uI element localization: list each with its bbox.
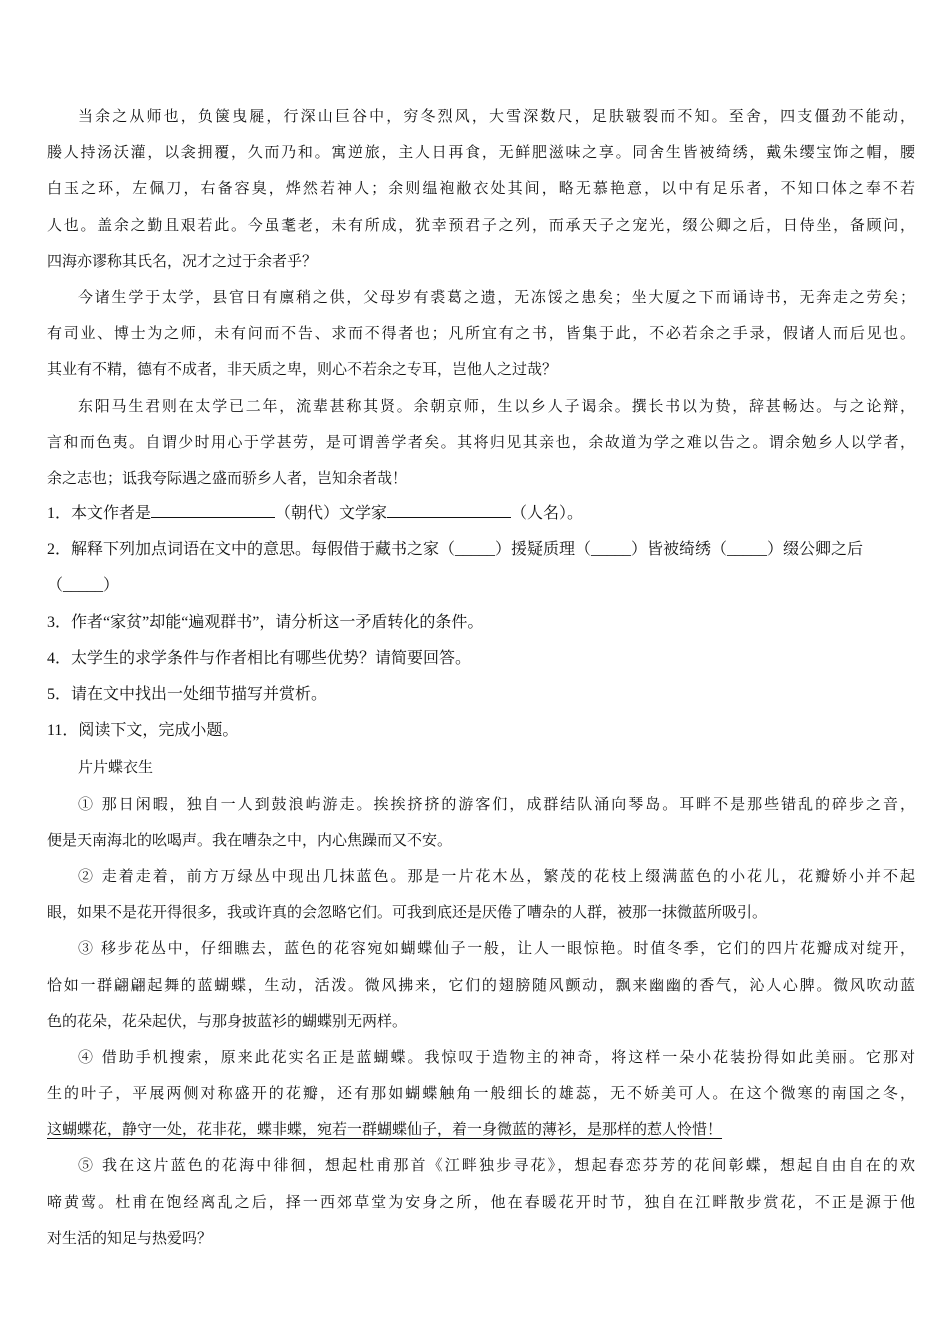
question-1-prefix: 1．本文作者是 bbox=[47, 505, 152, 523]
underlined-sentence: 这蝴蝶花，静守一处，花非花，蝶非蝶，宛若一群蝴蝶仙子，着一身微蓝的薄衫，是那样的惹人怜惜！ bbox=[47, 1120, 723, 1139]
question-11: 11．阅读下文，完成小题。 bbox=[47, 722, 239, 740]
passage-2-para-5-line-2: 啼黄莺。杜甫在饱经离乱之后，择一西郊草堂为安身之所，他在春暖花开时节，独自在江畔散步赏花，不正是源于他 bbox=[47, 1192, 915, 1211]
passage-1-para-2-line-1: 今诸生学于太学，县官日有廪稍之供，父母岁有裘葛之遗，无冻馁之患矣；坐大厦之下而诵诗书，无奔走之劳矣； bbox=[78, 287, 915, 306]
passage-1 bbox=[47, 98, 915, 496]
passage-1-para-2-line-3: 其业有不精，德有不成者，非天质之卑，则心不若余之专耳，岂他人之过哉？ bbox=[47, 360, 558, 379]
passage-2-para-1-line-1: ① 那日闲暇，独自一人到鼓浪屿游走。挨挨挤挤的游客们，成群结队涌向琴岛。耳畔不是那些错乱的碎步之音， bbox=[78, 794, 915, 813]
passage-2-para-4-line-1: ④ 借助手机搜索，原来此花实名正是蓝蝴蝶。我惊叹于造物主的神奇，将这样一朵小花装扮得如此美丽。它那对 bbox=[78, 1047, 915, 1066]
question-4: 4．太学生的求学条件与作者相比有哪些优势？请简要回答。 bbox=[47, 649, 472, 667]
passage-1-para-3-line-1: 东阳马生君则在太学已二年，流辈甚称其贤。余朝京师，生以乡人子谒余。撰长书以为贽，辞甚畅达。与之论辩， bbox=[78, 396, 915, 415]
passage-1-para-1-line-3: 白玉之环，左佩刀，右备容臭，烨然若神人；余则缊袍敝衣处其间，略无慕艳意，以中有足乐者，不知口体之奉不若 bbox=[47, 179, 915, 198]
passage-2-para-3-line-2: 恰如一群翩翩起舞的蓝蝴蝶，生动，活泼。微风拂来，它们的翅膀随风颤动，飘来幽幽的香气，沁人心脾。微风吹动蓝 bbox=[47, 975, 915, 994]
question-1-blank-dynasty[interactable] bbox=[151, 503, 275, 518]
question-1 bbox=[47, 496, 915, 532]
question-1-suffix: （人名）。 bbox=[511, 505, 584, 523]
passage-2-para-3-line-3: 色的花朵，花朵起伏，与那身披蓝衫的蝴蝶别无两样。 bbox=[47, 1011, 408, 1030]
question-1-middle: （朝代）文学家 bbox=[275, 505, 388, 523]
passage-1-para-1-line-2: 媵人持汤沃灌，以衾拥覆，久而乃和。寓逆旅，主人日再食，无鲜肥滋味之享。同舍生皆被绮绣，戴朱缨宝饰之帽，腰 bbox=[47, 143, 915, 162]
passage-1-para-1-line-5: 四海亦谬称其氏名，况才之过于余者乎？ bbox=[47, 251, 318, 270]
questions bbox=[47, 496, 915, 749]
passage-2-para-2-line-1: ② 走着走着，前方万绿丛中现出几抹蓝色。那是一片花木丛，繁茂的花枝上缀满蓝色的小花儿，花瓣娇小并不起 bbox=[78, 866, 915, 885]
question-2-line-2: （_____） bbox=[47, 577, 120, 595]
document-page bbox=[47, 98, 915, 1256]
question-3: 3．作者“家贫”却能“遍观群书”，请分析这一矛盾转化的条件。 bbox=[47, 613, 484, 631]
question-2-line-1: 2．解释下列加点词语在文中的意思。每假借于藏书之家（_____）援疑质理（_____）皆被绮绣（_____）缀公卿之后 bbox=[47, 541, 864, 559]
question-1-blank-name[interactable] bbox=[387, 503, 511, 518]
passage-2-para-4-line-2: 生的叶子，平展两侧对称盛开的花瓣，还有那如蝴蝶触角一般细长的雄蕊，无不娇美可人。在这个微寒的南国之冬， bbox=[47, 1084, 915, 1103]
passage-1-para-1-line-4: 人也。盖余之勤且艰若此。今虽耄老，未有所成，犹幸预君子之列，而承天子之宠光，缀公卿之后，日侍坐，备顾问， bbox=[47, 215, 915, 234]
passage-2-para-2-line-2: 眼，如果不是花开得很多，我或许真的会忽略它们。可我到底还是厌倦了嘈杂的人群，被那一抹微蓝所吸引。 bbox=[47, 903, 768, 922]
passage-2-para-4-line-3 bbox=[47, 1111, 915, 1147]
passage-2 bbox=[47, 749, 915, 1256]
passage-1-para-2-line-2: 有司业、博士为之师，未有问而不告、求而不得者也；凡所宜有之书，皆集于此，不必若余之手录，假诸人而后见也。 bbox=[47, 324, 915, 343]
passage-2-para-3-line-1: ③ 移步花丛中，仔细瞧去，蓝色的花容宛如蝴蝶仙子一般，让人一眼惊艳。时值冬季，它们的四片花瓣成对绽开， bbox=[78, 939, 915, 958]
passage-2-para-5-line-3: 对生活的知足与热爱吗？ bbox=[47, 1228, 213, 1247]
passage-1-para-3-line-2: 言和而色夷。自谓少时用心于学甚劳，是可谓善学者矣。其将归见其亲也，余故道为学之难以告之。谓余勉乡人以学者， bbox=[47, 432, 915, 451]
question-5: 5．请在文中找出一处细节描写并赏析。 bbox=[47, 686, 328, 703]
passage-2-para-5-line-1: ⑤ 我在这片蓝色的花海中徘徊，想起杜甫那首《江畔独步寻花》，想起春恋芬芳的花间彰蝶，想起自由自在的欢 bbox=[78, 1156, 915, 1175]
passage-2-title: 片片蝶衣生 bbox=[78, 758, 154, 777]
passage-1-para-1-line-1: 当余之从师也，负箧曳屣，行深山巨谷中，穷冬烈风，大雪深数尺，足肤皲裂而不知。至舍，四支僵劲不能动， bbox=[78, 107, 915, 125]
passage-1-para-3-line-3: 余之志也；诋我夸际遇之盛而骄乡人者，岂知余者哉！ bbox=[47, 468, 408, 487]
passage-2-para-1-line-2: 便是天南海北的吆喝声。我在嘈杂之中，内心焦躁而又不安。 bbox=[47, 830, 453, 849]
